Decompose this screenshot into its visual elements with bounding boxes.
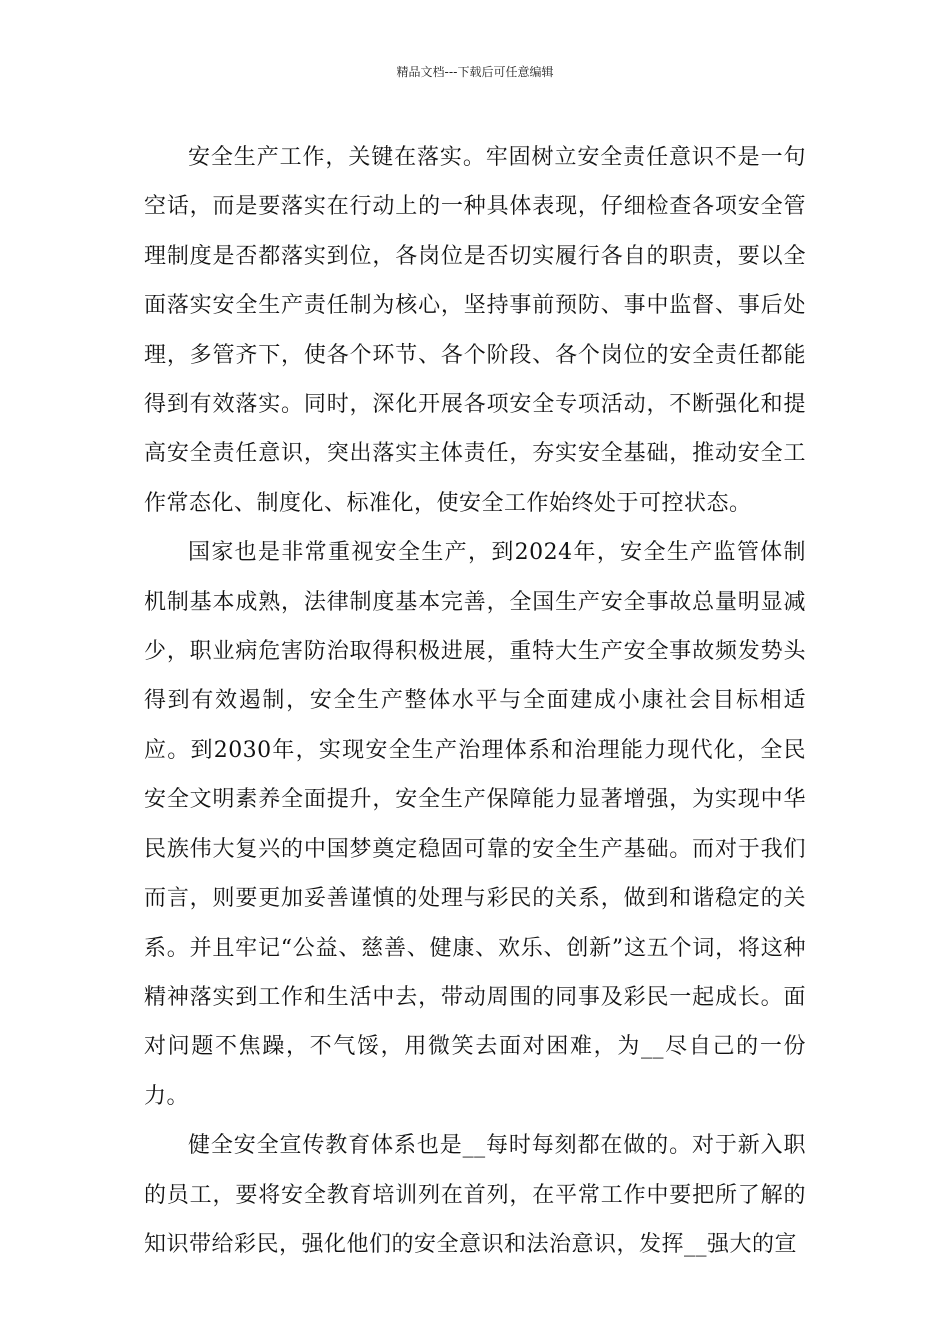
paragraph-3: 健全安全宣传教育体系也是__每时每刻都在做的。对于新入职的员工，要将安全教育培训列在首列，在平常工作中要把所了解的知识带给彩民，强化他们的安全意识和法治意识，发挥__强大的宣 bbox=[144, 1133, 806, 1257]
paragraph-1: 安全生产工作，关键在落实。牢固树立安全责任意识不是一句空话，而是要落实在行动上的一种具体表现，仔细检查各项安全管理制度是否都落实到位，各岗位是否切实履行各自的职责，要以全面落实安全生产责任制为核心，坚持事前预防、事中监督、事后处理，多管齐下，使各个环节、各个阶段、各个岗位的安全责任都能得到有效落实。同时，深化开展各项安全专项活动，不断强化和提高安全责任意识，突出落实主体责任，夯实安全基础，推动安全工作常态化、制度化、标准化，使安全工作始终处于可控状态。 bbox=[144, 145, 806, 516]
paragraph-2: 国家也是非常重视安全生产，到2024年，安全生产监管体制机制基本成熟，法律制度基本完善，全国生产安全事故总量明显减少，职业病危害防治取得积极进展，重特大生产安全事故频发势头得到有效遏制，安全生产整体水平与全面建成小康社会目标相适应。到2030年，实现安全生产治理体系和治理能力现代化，全民安全文明素养全面提升，安全生产保障能力显著增强，为实现中华民族伟大复兴的中国梦奠定稳固可靠的安全生产基础。而对于我们而言，则要更加妥善谨慎的处理与彩民的关系，做到和谐稳定的关系。并且牢记“公益、慈善、健康、欢乐、创新”这五个词，将这种精神落实到工作和生活中去，带动周围的同事及彩民一起成长。面对问题不焦躁，不气馁，用微笑去面对困难，为__尽自己的一份力。 bbox=[144, 540, 806, 1109]
document-body bbox=[144, 133, 806, 1269]
page-header: 精品文档---下载后可任意编辑 bbox=[396, 65, 554, 79]
